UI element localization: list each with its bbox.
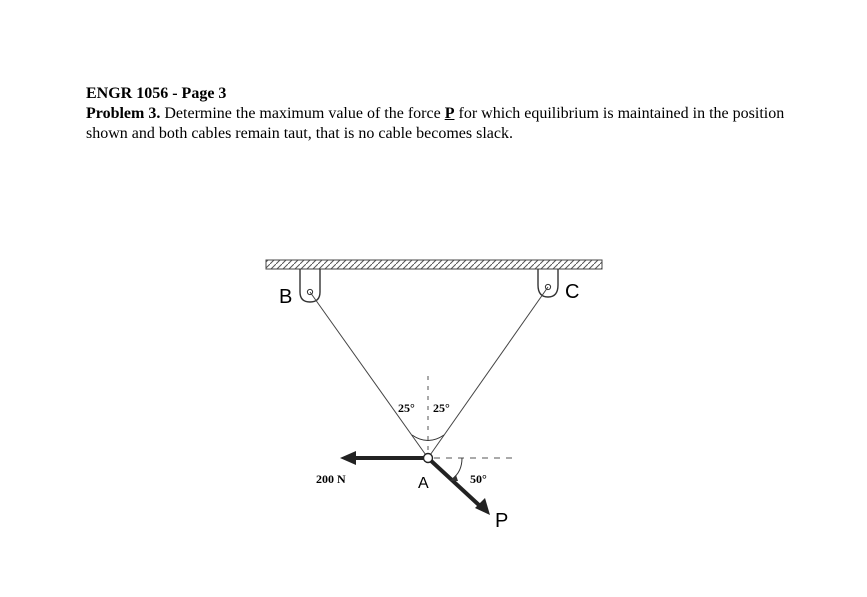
angle-p-label: 50° (470, 472, 487, 486)
force-p-label: P (495, 510, 509, 532)
cable-ac (428, 287, 548, 458)
joint-a (424, 454, 433, 463)
ceiling (266, 260, 602, 269)
angle-left-label: 25° (398, 401, 415, 415)
force-200n-label: 200 N (316, 472, 346, 486)
support-c-icon (538, 269, 558, 297)
problem-label: Problem 3. (86, 105, 161, 122)
joint-a-label: A (418, 475, 429, 492)
support-b-icon (300, 269, 320, 302)
force-200n-arrowhead (340, 451, 356, 465)
angle-arc-p (452, 458, 462, 479)
force-symbol: P (444, 105, 455, 122)
problem-text-before: Determine the maximum value of the force (160, 105, 445, 122)
force-p-arrowhead (475, 498, 490, 515)
angle-right-label: 25° (433, 401, 450, 415)
cable-ab (310, 292, 428, 458)
page-title: ENGR 1056 - Page 3 (86, 85, 227, 102)
problem-text-after: for which equilibrium is maintained in the position shown and both cables remain taut, that is no cable becomes slack. (86, 105, 785, 142)
support-b-label: B (279, 286, 293, 308)
support-c-label: C (565, 281, 580, 303)
